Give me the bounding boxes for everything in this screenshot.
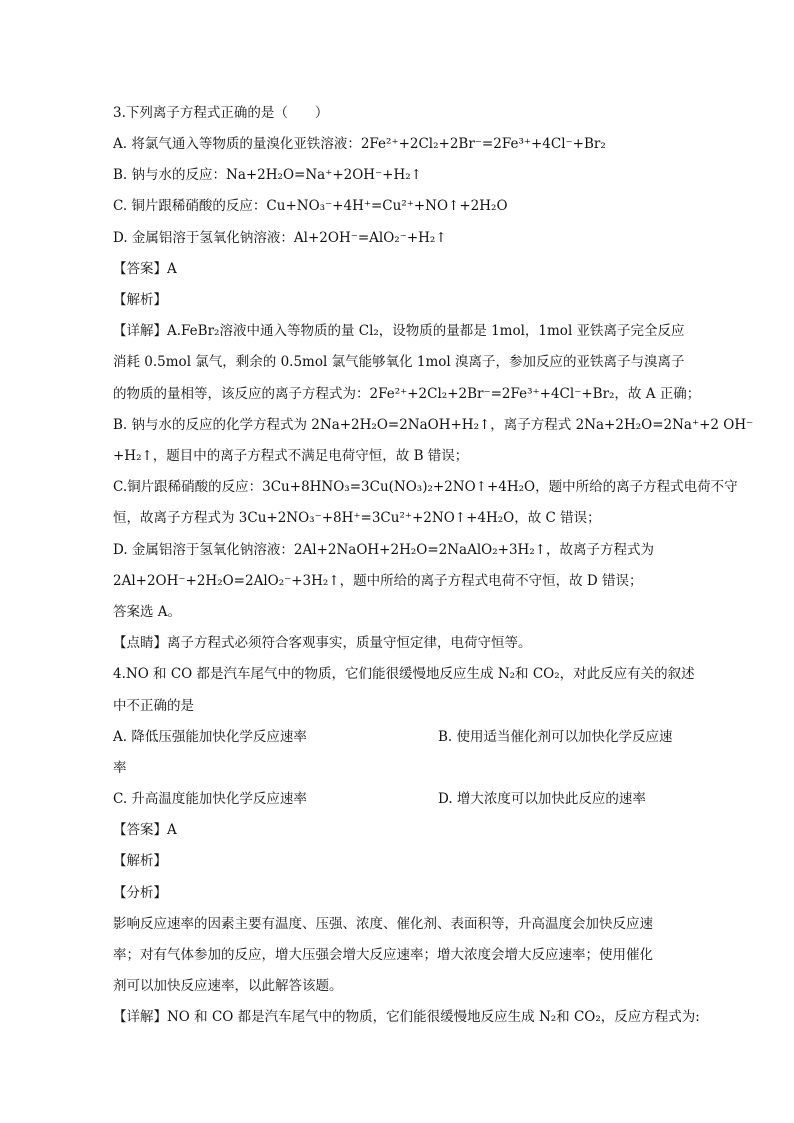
q3-option-c: C. 铜片跟稀硝酸的反应：Cu+NO₃⁻+4H⁺=Cu²⁺+NO↑+2H₂O — [113, 198, 508, 214]
q4-answer: 【答案】A — [113, 822, 177, 838]
q4-fenxi-line: 率；对有气体参加的反应，增大压强会增大反应速率；增大浓度会增大反应速率；使用催化 — [113, 947, 653, 963]
q3-detail-line: 2Al+2OH⁻+2H₂O=2AlO₂⁻+3H₂↑，题中所给的离子方程式电荷不守恒，故 D 错误； — [113, 573, 643, 589]
q4-fenxi-line: 剂可以加快反应速率，以此解答该题。 — [113, 978, 343, 994]
q3-point: 【点睛】离子方程式必须符合客观事实，质量守恒定律，电荷守恒等。 — [113, 635, 532, 651]
q3-detail-line: C.铜片跟稀硝酸的反应：3Cu+8HNO₃=3Cu(NO₃)₂+2NO↑+4H₂O，题中所给的离子方程式电荷不守 — [113, 479, 738, 495]
q3-option-d: D. 金属铝溶于氢氧化钠溶液：Al+2OH⁻=AlO₂⁻+H₂↑ — [113, 230, 447, 246]
q3-detail-line: +H₂↑，题目中的离子方程式不满足电荷守恒，故 B 错误； — [113, 448, 469, 464]
q3-detail-line: 【详解】A.FeBr₂溶液中通入等物质的量 Cl₂，设物质的量都是 1mol，1mol 亚铁离子完全反应 — [113, 323, 685, 339]
q3-option-a: A. 将氯气通入等物质的量溴化亚铁溶液：2Fe²⁺+2Cl₂+2Br⁻=2Fe³⁺+4Cl⁻+Br₂ — [113, 136, 606, 152]
q3-answer: 【答案】A — [113, 261, 177, 277]
q4-stem: 4.NO 和 CO 都是汽车尾气中的物质，它们能很缓慢地反应生成 N₂和 CO₂，对此反应有关的叙述 — [113, 666, 695, 682]
q3-detail-line: 的物质的量相等，该反应的离子方程式为：2Fe²⁺+2Cl₂+2Br⁻=2Fe³⁺+4Cl⁻+Br₂，故 A 正确； — [113, 386, 701, 402]
q3-detail-line: B. 钠与水的反应的化学方程式为 2Na+2H₂O=2NaOH+H₂↑，离子方程式 2Na+2H₂O=2Na⁺+2 OH⁻ — [113, 417, 754, 433]
q4-detail: 【详解】NO 和 CO 都是汽车尾气中的物质，它们能很缓慢地反应生成 N₂和 CO₂，反应方程式为: — [113, 1009, 700, 1025]
q3-detail-line: D. 金属铝溶于氢氧化钠溶液：2Al+2NaOH+2H₂O=2NaAlO₂+3H₂↑，故离子方程式为 — [113, 542, 655, 558]
q4-stem-cont: 中不正确的是 — [113, 698, 194, 714]
q3-detail-line: 答案选 A。 — [113, 604, 182, 620]
q4-option-c: C. 升高温度能加快化学反应速率 — [113, 791, 307, 807]
q4-option-d: D. 增大浓度可以加快此反应的速率 — [438, 791, 646, 807]
q4-fenxi-heading: 【分析】 — [113, 885, 167, 901]
q4-option-b-cont: 率 — [113, 760, 127, 776]
q4-option-a: A. 降低压强能加快化学反应速率 — [113, 729, 307, 745]
q3-detail-line: 恒，故离子方程式为 3Cu+2NO₃⁻+8H⁺=3Cu²⁺+2NO↑+4H₂O，故 C 错误； — [113, 510, 601, 526]
q3-detail-line: 消耗 0.5mol 氯气，剩余的 0.5mol 氯气能够氧化 1mol 溴离子，参加反应的亚铁离子与溴离子 — [113, 354, 685, 370]
q3-option-b: B. 钠与水的反应：Na+2H₂O=Na⁺+2OH⁻+H₂↑ — [113, 167, 422, 183]
q4-analysis-heading: 【解析】 — [113, 853, 167, 869]
q3-stem: 3.下列离子方程式正确的是（ ） — [113, 105, 329, 121]
q3-analysis-heading: 【解析】 — [113, 292, 167, 308]
q4-option-b: B. 使用适当催化剂可以加快化学反应速 — [438, 729, 673, 745]
q4-fenxi-line: 影响反应速率的因素主要有温度、压强、浓度、催化剂、表面积等，升高温度会加快反应速 — [113, 916, 653, 932]
